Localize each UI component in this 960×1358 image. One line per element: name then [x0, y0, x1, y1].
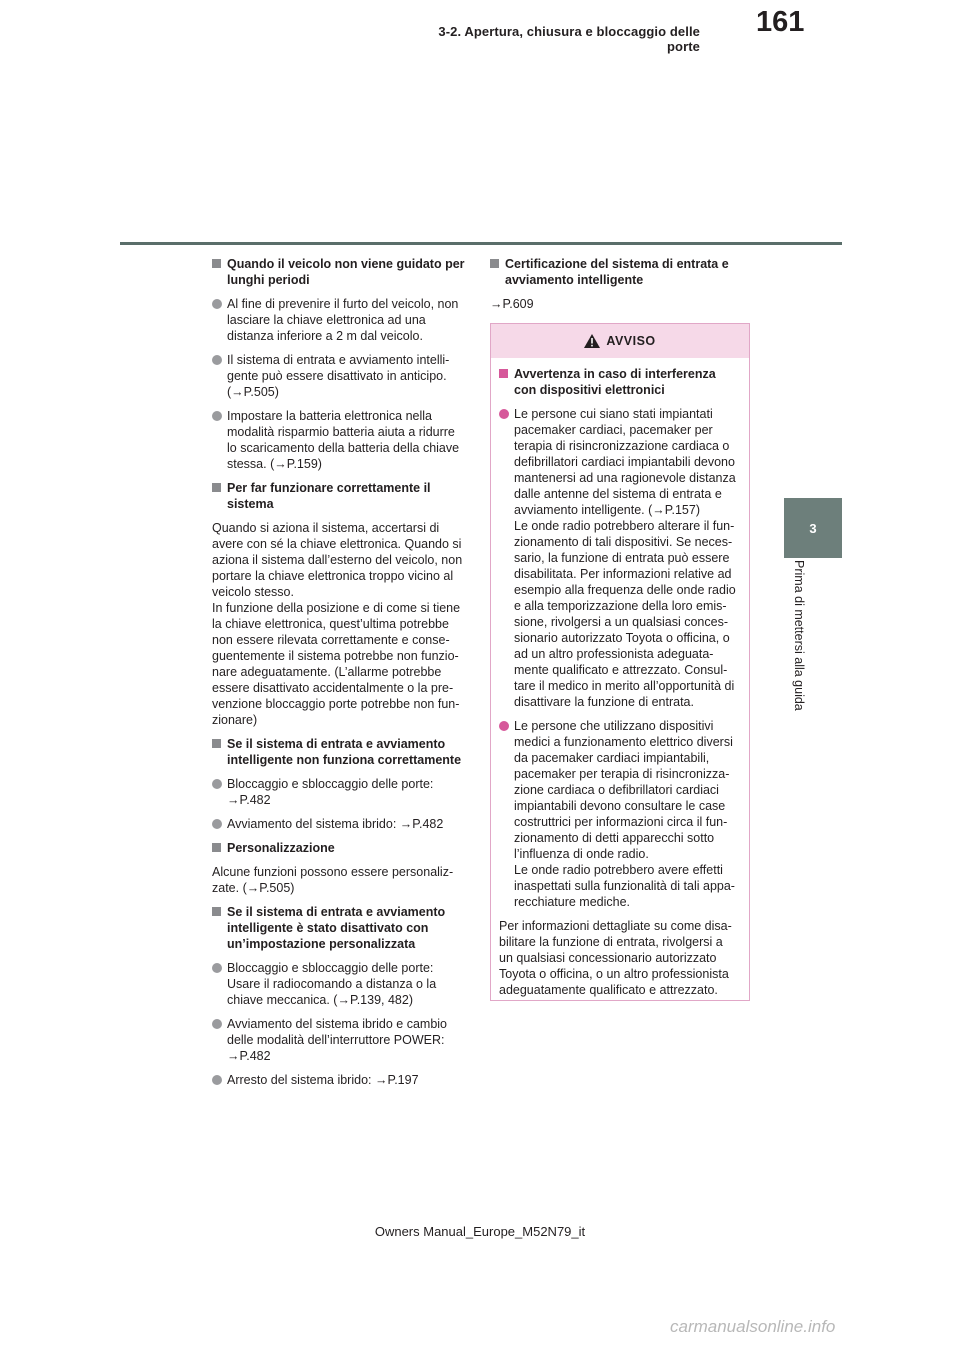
text-line: con dispositivi elettronici	[514, 383, 665, 397]
square-bullet-icon	[212, 843, 221, 852]
circle-bullet-icon	[212, 299, 222, 309]
square-bullet-icon	[499, 369, 508, 378]
text-line: pacemaker per terapia di risincronizza-	[514, 767, 730, 781]
text-line: costruttrici per informazioni circa il fun-	[514, 815, 728, 829]
text-line: un qualsiasi concessionario autorizzato	[499, 951, 717, 965]
text-line: Le persone cui siano stati impiantati	[514, 407, 713, 421]
text-line: impiantabili devono consultare le case	[514, 799, 726, 813]
text-line: Certificazione del sistema di entrata e	[505, 257, 729, 271]
text-line: Bloccaggio e sbloccaggio delle porte:	[227, 961, 434, 975]
heading-deactivated	[212, 904, 466, 952]
text-line: Per informazioni dettagliate su come disa-	[499, 919, 732, 933]
text-line: medici a funzionamento elettrico diversi	[514, 735, 733, 749]
text-line: guentemente il sistema potrebbe non funzio-	[212, 649, 459, 663]
text-line: defibrillatori cardiaci impiantabili devono	[514, 455, 735, 469]
bullet-item	[499, 718, 741, 910]
text-line: l’influenza di onde radio.	[514, 847, 649, 861]
text-line: Avviamento del sistema ibrido e cambio	[227, 1017, 448, 1031]
text-line: disattivare la funzione di entrata.	[514, 695, 694, 709]
text-line: →P.482	[227, 1049, 271, 1063]
text-line: sionario autorizzato Toyota o officina, o	[514, 631, 730, 645]
text-line: bilitare la funzione di entrata, rivolgersi a	[499, 935, 723, 949]
text-line: sistema	[227, 497, 274, 511]
bullet-item	[212, 1016, 466, 1064]
text-line: zione cardiaca o defibrillatori cardiaci	[514, 783, 719, 797]
square-bullet-icon	[212, 483, 221, 492]
text-line: aziona il sistema dall’esterno del veicolo, non	[212, 553, 463, 567]
page-reference: →P.609	[490, 297, 534, 311]
text-line: un’impostazione personalizzata	[227, 937, 416, 951]
text-line: zate. (→P.505)	[212, 881, 295, 895]
circle-bullet-icon	[499, 409, 509, 419]
text-line: dalle antenne del sistema di entrata e	[514, 487, 722, 501]
text-line: la chiave elettronica, quest’ultima potrebbe	[212, 617, 449, 631]
text-line: non essere rilevata correttamente e conse-	[212, 633, 450, 647]
text-line: Il sistema di entrata e avviamento intelli-	[227, 353, 450, 367]
text-line: →P.482	[227, 793, 271, 807]
text-line: Se il sistema di entrata e avviamento	[227, 905, 446, 919]
watermark: carmanualsonline.info	[670, 1317, 836, 1336]
text-line: Le onde radio potrebbero alterare il fun-	[514, 519, 735, 533]
circle-bullet-icon	[212, 779, 222, 789]
text-line: Usare il radiocomando a distanza o la	[227, 977, 437, 991]
text-line: Toyota o officina, o un altro professionista	[499, 967, 729, 981]
text-line: tare il medico in merito all’opportunità di	[514, 679, 735, 693]
text-line: stessa. (→P.159)	[227, 457, 322, 471]
text-line: Al fine di prevenire il furto del veicolo, non	[227, 297, 459, 311]
bullet-item	[212, 352, 466, 400]
text-line: e alla temporizzazione della loro emis-	[514, 599, 727, 613]
heading-certification	[490, 256, 748, 288]
text-line: essere disattivato accidentalmente o la pre-	[212, 681, 454, 695]
text-line: Le onde radio potrebbero avere effetti	[514, 863, 723, 877]
square-bullet-icon	[490, 259, 499, 268]
text-line: (→P.505)	[227, 385, 279, 399]
text-line: recchiature mediche.	[514, 895, 631, 909]
text-line: chiave meccanica. (→P.139, 482)	[227, 993, 413, 1007]
chapter-tab-title: Prima di mettersi alla guida	[792, 560, 806, 711]
text-line: inaspettati sulla funzionalità di tali appa-	[514, 879, 735, 893]
bullet-item	[212, 296, 466, 344]
chapter-tab-number: 3	[784, 498, 842, 558]
bullet-item	[499, 406, 741, 710]
header-rule	[120, 242, 842, 245]
page-number: 161	[756, 6, 805, 38]
document-name: Owners Manual_Europe_M52N79_it	[374, 1224, 586, 1239]
text-line: Personalizzazione	[227, 841, 335, 855]
square-bullet-icon	[212, 259, 221, 268]
paragraph	[212, 520, 466, 728]
text-line: esempio alla frequenza delle onde radio	[514, 583, 736, 597]
text-line: delle modalità dell’interruttore POWER:	[227, 1033, 445, 1047]
circle-bullet-icon	[212, 411, 222, 421]
bullet-item	[212, 408, 466, 472]
left-column	[212, 256, 466, 1096]
circle-bullet-icon	[499, 721, 509, 731]
text-line: Avviamento del sistema ibrido: →P.482	[227, 817, 444, 831]
text-line: nare adeguatamente. (L’allarme potrebbe	[212, 665, 442, 679]
circle-bullet-icon	[212, 1075, 222, 1085]
text-line: terapia di risincronizzazione cardiaca o	[514, 439, 730, 453]
text-line: distanza inferiore a 2 m dal veicolo.	[227, 329, 423, 343]
text-line: zionamento di detti apparecchi sotto	[514, 831, 715, 845]
text-line: Per far funzionare correttamente il	[227, 481, 431, 495]
text-line: gente può essere disattivato in anticipo.	[227, 369, 447, 383]
text-line: Impostare la batteria elettronica nella	[227, 409, 432, 423]
text-line: zionare)	[212, 713, 258, 727]
text-line: intelligente non funziona correttamente	[227, 753, 462, 767]
text-line: portare la chiave elettronica troppo vicino al	[212, 569, 454, 583]
text-line: da pacemaker cardiaci impiantabili,	[514, 751, 710, 765]
warning-box	[490, 323, 750, 1001]
text-line: adeguatamente qualificato e attrezzato.	[499, 983, 718, 997]
paragraph	[499, 918, 741, 998]
bullet-item	[212, 1072, 466, 1088]
text-line: Le persone che utilizzano dispositivi	[514, 719, 714, 733]
warning-header	[491, 324, 749, 358]
warning-body	[491, 358, 749, 998]
text-line: veicolo stesso.	[212, 585, 294, 599]
text-line: sione, rivolgersi a un qualsiasi conces-	[514, 615, 728, 629]
warning-title: AVVISO	[606, 334, 656, 348]
text-line: pacemaker cardiaci, pacemaker per	[514, 423, 713, 437]
warning-heading	[499, 366, 741, 398]
text-line: mente qualificato e attrezzato. Consul-	[514, 663, 728, 677]
text-line: mantenersi ad una ragionevole distanza	[514, 471, 736, 485]
bullet-item	[212, 776, 466, 808]
section-title: 3-2. Apertura, chiusura e bloccaggio delle porte	[438, 24, 700, 54]
text-line: venzione bloccaggio porte potrebbe non fun-	[212, 697, 460, 711]
paragraph	[212, 864, 466, 896]
heading-correct-operation	[212, 480, 466, 512]
text-line: lunghi periodi	[227, 273, 310, 287]
heading-long-parking	[212, 256, 466, 288]
text-line: Alcune funzioni possono essere personaliz-	[212, 865, 454, 879]
text-line: ad un altro professionista adeguata-	[514, 647, 714, 661]
bullet-item	[212, 960, 466, 1008]
text-line: modalità risparmio batteria aiuta a ridurre	[227, 425, 455, 439]
circle-bullet-icon	[212, 819, 222, 829]
text-line: lo scaricamento della batteria della chiave	[227, 441, 460, 455]
circle-bullet-icon	[212, 963, 222, 973]
text-line: Quando si aziona il sistema, accertarsi di	[212, 521, 440, 535]
text-line: zionamento di tali dispositivi. Se neces-	[514, 535, 733, 549]
warning-triangle-icon	[584, 334, 600, 348]
text-line: Arresto del sistema ibrido: →P.197	[227, 1073, 419, 1087]
square-bullet-icon	[212, 739, 221, 748]
square-bullet-icon	[212, 907, 221, 916]
text-line: lasciare la chiave elettronica ad una	[227, 313, 426, 327]
circle-bullet-icon	[212, 355, 222, 365]
heading-malfunction	[212, 736, 466, 768]
text-line: intelligente è stato disattivato con	[227, 921, 429, 935]
text-line: Se il sistema di entrata e avviamento	[227, 737, 446, 751]
text-line: disabilitata. Per informazioni relative ad	[514, 567, 732, 581]
text-line: In funzione della posizione e di come si tiene	[212, 601, 461, 615]
text-line: avviamento intelligente. (→P.157)	[514, 503, 700, 517]
heading-customization	[212, 840, 466, 856]
text-line: avere con sé la chiave elettronica. Quando si	[212, 537, 462, 551]
circle-bullet-icon	[212, 1019, 222, 1029]
bullet-item	[212, 816, 466, 832]
text-line: Avvertenza in caso di interferenza	[514, 367, 716, 381]
text-line: Quando il veicolo non viene guidato per	[227, 257, 465, 271]
right-column	[490, 256, 748, 320]
text-line: Bloccaggio e sbloccaggio delle porte:	[227, 777, 434, 791]
text-line: sario, la funzione di entrata può essere	[514, 551, 730, 565]
text-line: avviamento intelligente	[505, 273, 644, 287]
